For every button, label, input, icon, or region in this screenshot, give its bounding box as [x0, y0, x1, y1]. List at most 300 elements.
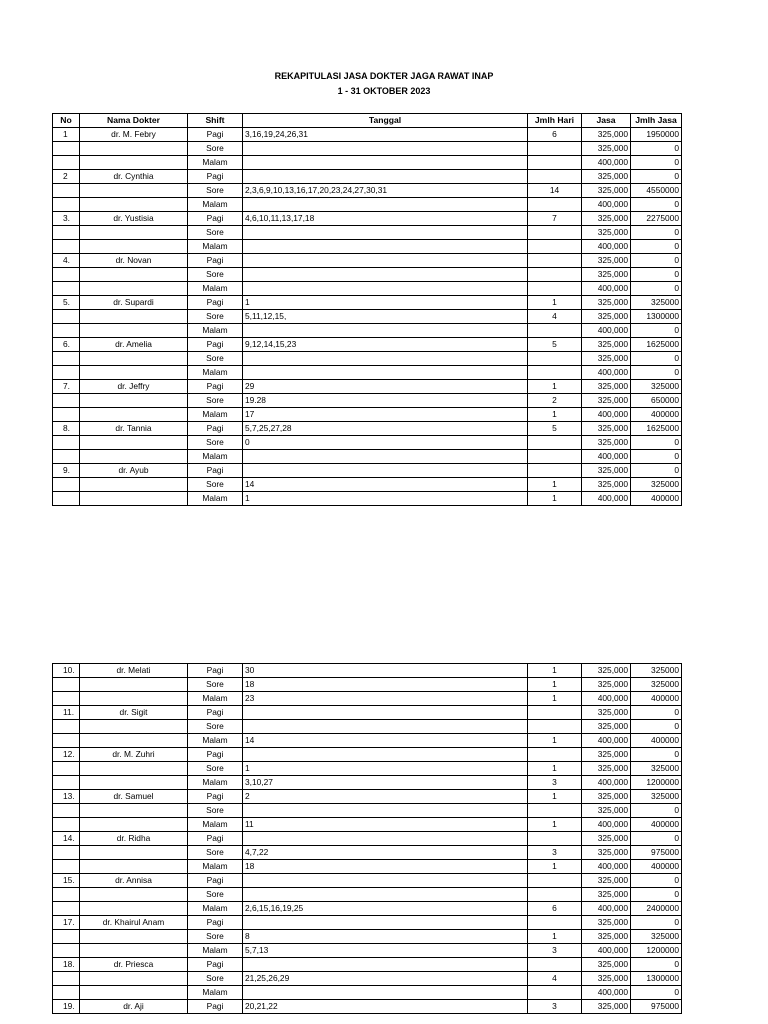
fee-total-cell: 0: [631, 240, 682, 254]
doctor-name-cell: [80, 846, 188, 860]
table-row: [53, 790, 682, 804]
dates-cell: [243, 142, 528, 156]
day-count-cell: [528, 240, 582, 254]
row-number-cell: 18.: [53, 958, 80, 972]
shift-cell: Pagi: [188, 706, 243, 720]
doctor-name-cell: [80, 142, 188, 156]
table-row: [53, 156, 682, 170]
day-count-cell: 4: [528, 972, 582, 986]
fee-total-cell: 0: [631, 986, 682, 1000]
table-row: [53, 338, 682, 352]
day-count-cell: 7: [528, 212, 582, 226]
row-number-cell: [53, 408, 80, 422]
day-count-cell: [528, 226, 582, 240]
day-count-cell: 3: [528, 776, 582, 790]
table-row: [53, 720, 682, 734]
day-count-cell: 1: [528, 380, 582, 394]
day-count-cell: 1: [528, 692, 582, 706]
table-row: [53, 450, 682, 464]
table-row: [53, 874, 682, 888]
doctor-name-cell: dr. Supardi: [80, 296, 188, 310]
table-row: [53, 818, 682, 832]
shift-cell: Pagi: [188, 296, 243, 310]
dates-cell: [243, 156, 528, 170]
day-count-cell: 1: [528, 860, 582, 874]
table-row: [53, 464, 682, 478]
row-number-cell: 12.: [53, 748, 80, 762]
dates-cell: 5,7,13: [243, 944, 528, 958]
row-number-cell: [53, 944, 80, 958]
dates-cell: 18: [243, 860, 528, 874]
fee-total-cell: 400000: [631, 734, 682, 748]
shift-cell: Sore: [188, 268, 243, 282]
dates-cell: [243, 916, 528, 930]
header-no: No: [53, 114, 80, 128]
doctor-name-cell: [80, 310, 188, 324]
dates-cell: [243, 366, 528, 380]
fee-total-cell: 1300000: [631, 310, 682, 324]
fee-total-cell: 325000: [631, 790, 682, 804]
fee-total-cell: 2400000: [631, 902, 682, 916]
row-number-cell: [53, 240, 80, 254]
row-number-cell: 6.: [53, 338, 80, 352]
fee-cell: 325,000: [582, 916, 631, 930]
shift-cell: Sore: [188, 478, 243, 492]
fee-cell: 400,000: [582, 986, 631, 1000]
fee-cell: 325,000: [582, 380, 631, 394]
day-count-cell: 3: [528, 1000, 582, 1014]
day-count-cell: [528, 352, 582, 366]
shift-cell: Pagi: [188, 170, 243, 184]
dates-cell: [243, 198, 528, 212]
row-number-cell: [53, 184, 80, 198]
row-number-cell: 19.: [53, 1000, 80, 1014]
fee-cell: 400,000: [582, 818, 631, 832]
dates-cell: 11: [243, 818, 528, 832]
table-row: [53, 226, 682, 240]
row-number-cell: [53, 352, 80, 366]
dates-cell: 3,10,27: [243, 776, 528, 790]
table-row: [53, 888, 682, 902]
header-fee: Jasa: [582, 114, 631, 128]
table-row: [53, 142, 682, 156]
dates-cell: 18: [243, 678, 528, 692]
fee-total-cell: 0: [631, 198, 682, 212]
shift-cell: Sore: [188, 184, 243, 198]
fee-cell: 325,000: [582, 888, 631, 902]
table-row: [53, 352, 682, 366]
day-count-cell: 5: [528, 422, 582, 436]
fee-cell: 325,000: [582, 804, 631, 818]
fee-cell: 325,000: [582, 352, 631, 366]
dates-cell: [243, 268, 528, 282]
table-header-row: [53, 114, 682, 128]
dates-cell: 4,6,10,11,13,17,18: [243, 212, 528, 226]
dates-cell: [243, 986, 528, 1000]
row-number-cell: [53, 142, 80, 156]
shift-cell: Malam: [188, 734, 243, 748]
fee-total-cell: 325000: [631, 664, 682, 678]
shift-cell: Sore: [188, 352, 243, 366]
dates-cell: [243, 254, 528, 268]
day-count-cell: [528, 464, 582, 478]
dates-cell: 1: [243, 762, 528, 776]
fee-total-cell: 1625000: [631, 338, 682, 352]
fee-total-cell: 0: [631, 436, 682, 450]
table-row: [53, 422, 682, 436]
dates-cell: [243, 804, 528, 818]
shift-cell: Sore: [188, 930, 243, 944]
fee-cell: 325,000: [582, 226, 631, 240]
doctor-name-cell: dr. Cynthia: [80, 170, 188, 184]
day-count-cell: [528, 282, 582, 296]
day-count-cell: [528, 198, 582, 212]
fee-cell: 400,000: [582, 324, 631, 338]
day-count-cell: 6: [528, 902, 582, 916]
doctor-name-cell: [80, 184, 188, 198]
shift-cell: Malam: [188, 450, 243, 464]
row-number-cell: 9.: [53, 464, 80, 478]
day-count-cell: [528, 748, 582, 762]
fee-total-cell: 0: [631, 254, 682, 268]
doctor-name-cell: [80, 860, 188, 874]
fee-total-cell: 0: [631, 720, 682, 734]
shift-cell: Malam: [188, 986, 243, 1000]
fee-total-cell: 325000: [631, 478, 682, 492]
row-number-cell: [53, 436, 80, 450]
fee-total-cell: 0: [631, 366, 682, 380]
day-count-cell: 1: [528, 664, 582, 678]
table-row: [53, 184, 682, 198]
fee-total-cell: 1950000: [631, 128, 682, 142]
fee-cell: 400,000: [582, 944, 631, 958]
doctor-name-cell: dr. Annisa: [80, 874, 188, 888]
fee-cell: 400,000: [582, 492, 631, 506]
shift-cell: Malam: [188, 282, 243, 296]
fee-cell: 400,000: [582, 776, 631, 790]
dates-cell: 14: [243, 478, 528, 492]
doctor-name-cell: [80, 226, 188, 240]
shift-cell: Malam: [188, 198, 243, 212]
fee-cell: 325,000: [582, 930, 631, 944]
dates-cell: 0: [243, 436, 528, 450]
fee-cell: 400,000: [582, 198, 631, 212]
doctor-name-cell: [80, 450, 188, 464]
shift-cell: Malam: [188, 492, 243, 506]
fee-total-cell: 325000: [631, 762, 682, 776]
doctor-name-cell: [80, 972, 188, 986]
fee-cell: 325,000: [582, 478, 631, 492]
row-number-cell: 13.: [53, 790, 80, 804]
row-number-cell: 3.: [53, 212, 80, 226]
table-row: [53, 916, 682, 930]
table-row: [53, 664, 682, 678]
table-row: [53, 748, 682, 762]
header-day-count: Jmlh Hari: [528, 114, 582, 128]
dates-cell: 5,7,25,27,28: [243, 422, 528, 436]
dates-cell: [243, 282, 528, 296]
day-count-cell: 1: [528, 734, 582, 748]
fee-total-cell: 0: [631, 142, 682, 156]
doctor-name-cell: dr. Amelia: [80, 338, 188, 352]
shift-cell: Sore: [188, 310, 243, 324]
shift-cell: Pagi: [188, 832, 243, 846]
fee-total-cell: 0: [631, 352, 682, 366]
shift-cell: Pagi: [188, 874, 243, 888]
day-count-cell: 1: [528, 678, 582, 692]
day-count-cell: [528, 436, 582, 450]
day-count-cell: 1: [528, 762, 582, 776]
dates-cell: [243, 240, 528, 254]
table-row: [53, 930, 682, 944]
row-number-cell: [53, 366, 80, 380]
table-row: [53, 492, 682, 506]
row-number-cell: [53, 226, 80, 240]
doctor-name-cell: [80, 198, 188, 212]
table-row: [53, 478, 682, 492]
table-row: [53, 958, 682, 972]
doctor-name-cell: dr. Yustisia: [80, 212, 188, 226]
fee-total-cell: 2275000: [631, 212, 682, 226]
fee-total-cell: 0: [631, 464, 682, 478]
doctor-name-cell: dr. Novan: [80, 254, 188, 268]
table-row: [53, 860, 682, 874]
fee-cell: 400,000: [582, 902, 631, 916]
row-number-cell: [53, 282, 80, 296]
dates-cell: [243, 324, 528, 338]
row-number-cell: [53, 394, 80, 408]
fee-total-cell: 400000: [631, 860, 682, 874]
row-number-cell: 5.: [53, 296, 80, 310]
doctor-name-cell: [80, 734, 188, 748]
row-number-cell: [53, 310, 80, 324]
shift-cell: Pagi: [188, 916, 243, 930]
dates-cell: 9,12,14,15,23: [243, 338, 528, 352]
table-row: [53, 394, 682, 408]
dates-cell: 23: [243, 692, 528, 706]
row-number-cell: 1: [53, 128, 80, 142]
day-count-cell: [528, 268, 582, 282]
row-number-cell: [53, 986, 80, 1000]
day-count-cell: 1: [528, 790, 582, 804]
table-row: [53, 380, 682, 394]
doctor-name-cell: [80, 394, 188, 408]
row-number-cell: [53, 198, 80, 212]
table-body: [53, 128, 682, 506]
fee-total-cell: 1200000: [631, 944, 682, 958]
dates-cell: 1: [243, 492, 528, 506]
fee-cell: 400,000: [582, 156, 631, 170]
doctor-name-cell: [80, 818, 188, 832]
day-count-cell: [528, 832, 582, 846]
table-row: [53, 1000, 682, 1014]
fee-cell: 325,000: [582, 720, 631, 734]
shift-cell: Sore: [188, 436, 243, 450]
table-row: [53, 692, 682, 706]
fee-total-cell: 975000: [631, 1000, 682, 1014]
doctor-name-cell: [80, 156, 188, 170]
fee-cell: 325,000: [582, 832, 631, 846]
dates-cell: 2,6,15,16,19,25: [243, 902, 528, 916]
shift-cell: Malam: [188, 366, 243, 380]
table-row: [53, 310, 682, 324]
doctor-name-cell: dr. Ayub: [80, 464, 188, 478]
shift-cell: Malam: [188, 692, 243, 706]
fee-cell: 325,000: [582, 762, 631, 776]
dates-cell: 14: [243, 734, 528, 748]
dates-cell: 21,25,26,29: [243, 972, 528, 986]
table-row: [53, 678, 682, 692]
day-count-cell: 1: [528, 492, 582, 506]
row-number-cell: [53, 156, 80, 170]
row-number-cell: [53, 804, 80, 818]
shift-cell: Pagi: [188, 422, 243, 436]
dates-cell: [243, 748, 528, 762]
row-number-cell: 14.: [53, 832, 80, 846]
day-count-cell: 1: [528, 478, 582, 492]
table-row: [53, 846, 682, 860]
shift-cell: Pagi: [188, 748, 243, 762]
doctor-name-cell: [80, 352, 188, 366]
doctor-name-cell: [80, 804, 188, 818]
table-row: [53, 324, 682, 338]
shift-cell: Malam: [188, 902, 243, 916]
fee-total-cell: 400000: [631, 818, 682, 832]
header-shift: Shift: [188, 114, 243, 128]
day-count-cell: [528, 706, 582, 720]
table-row: [53, 296, 682, 310]
fee-cell: 325,000: [582, 1000, 631, 1014]
row-number-cell: [53, 734, 80, 748]
day-count-cell: [528, 958, 582, 972]
fee-cell: 325,000: [582, 664, 631, 678]
row-number-cell: [53, 846, 80, 860]
row-number-cell: [53, 776, 80, 790]
doctor-name-cell: [80, 930, 188, 944]
day-count-cell: [528, 986, 582, 1000]
dates-cell: [243, 226, 528, 240]
fee-cell: 325,000: [582, 464, 631, 478]
fee-total-cell: 0: [631, 832, 682, 846]
shift-cell: Malam: [188, 324, 243, 338]
day-count-cell: [528, 916, 582, 930]
row-number-cell: 17.: [53, 916, 80, 930]
recap-table-page-1: [52, 113, 682, 506]
table-row: [53, 240, 682, 254]
shift-cell: Sore: [188, 394, 243, 408]
doctor-name-cell: dr. M. Febry: [80, 128, 188, 142]
row-number-cell: [53, 762, 80, 776]
day-count-cell: 1: [528, 818, 582, 832]
row-number-cell: [53, 268, 80, 282]
header-doctor-name: Nama Dokter: [80, 114, 188, 128]
fee-cell: 325,000: [582, 254, 631, 268]
day-count-cell: [528, 720, 582, 734]
shift-cell: Pagi: [188, 254, 243, 268]
day-count-cell: 6: [528, 128, 582, 142]
table-row: [53, 972, 682, 986]
doctor-name-cell: [80, 268, 188, 282]
shift-cell: Pagi: [188, 1000, 243, 1014]
shift-cell: Malam: [188, 156, 243, 170]
day-count-cell: [528, 450, 582, 464]
dates-cell: 3,16,19,24,26,31: [243, 128, 528, 142]
fee-cell: 325,000: [582, 874, 631, 888]
fee-total-cell: 400000: [631, 408, 682, 422]
table-row: [53, 776, 682, 790]
table-row: [53, 408, 682, 422]
day-count-cell: 14: [528, 184, 582, 198]
row-number-cell: [53, 860, 80, 874]
doctor-name-cell: dr. Sigit: [80, 706, 188, 720]
shift-cell: Pagi: [188, 380, 243, 394]
doctor-name-cell: [80, 692, 188, 706]
shift-cell: Malam: [188, 860, 243, 874]
fee-cell: 400,000: [582, 860, 631, 874]
row-number-cell: [53, 678, 80, 692]
row-number-cell: [53, 930, 80, 944]
doctor-name-cell: [80, 492, 188, 506]
shift-cell: Malam: [188, 408, 243, 422]
fee-total-cell: 0: [631, 282, 682, 296]
day-count-cell: [528, 804, 582, 818]
table-row: [53, 128, 682, 142]
day-count-cell: [528, 366, 582, 380]
shift-cell: Pagi: [188, 338, 243, 352]
header-dates: Tanggal: [243, 114, 528, 128]
row-number-cell: [53, 478, 80, 492]
row-number-cell: 11.: [53, 706, 80, 720]
shift-cell: Sore: [188, 846, 243, 860]
fee-total-cell: 325000: [631, 678, 682, 692]
doctor-name-cell: [80, 240, 188, 254]
fee-cell: 325,000: [582, 706, 631, 720]
fee-cell: 325,000: [582, 170, 631, 184]
table-row: [53, 734, 682, 748]
shift-cell: Pagi: [188, 212, 243, 226]
day-count-cell: [528, 888, 582, 902]
day-count-cell: 1: [528, 296, 582, 310]
day-count-cell: 2: [528, 394, 582, 408]
day-count-cell: 1: [528, 930, 582, 944]
shift-cell: Pagi: [188, 128, 243, 142]
dates-cell: [243, 706, 528, 720]
fee-cell: 325,000: [582, 338, 631, 352]
fee-cell: 325,000: [582, 748, 631, 762]
shift-cell: Sore: [188, 142, 243, 156]
shift-cell: Malam: [188, 944, 243, 958]
day-count-cell: 5: [528, 338, 582, 352]
shift-cell: Sore: [188, 804, 243, 818]
fee-total-cell: 1300000: [631, 972, 682, 986]
day-count-cell: [528, 142, 582, 156]
fee-total-cell: 325000: [631, 380, 682, 394]
dates-cell: 1: [243, 296, 528, 310]
dates-cell: 17: [243, 408, 528, 422]
doctor-name-cell: [80, 720, 188, 734]
fee-total-cell: 650000: [631, 394, 682, 408]
row-number-cell: 15.: [53, 874, 80, 888]
dates-cell: [243, 464, 528, 478]
shift-cell: Malam: [188, 776, 243, 790]
table-body: [53, 664, 682, 1014]
header-fee-total: Jmlh Jasa: [631, 114, 682, 128]
fee-total-cell: 325000: [631, 296, 682, 310]
row-number-cell: [53, 450, 80, 464]
fee-cell: 325,000: [582, 790, 631, 804]
table-row: [53, 254, 682, 268]
table-row: [53, 762, 682, 776]
